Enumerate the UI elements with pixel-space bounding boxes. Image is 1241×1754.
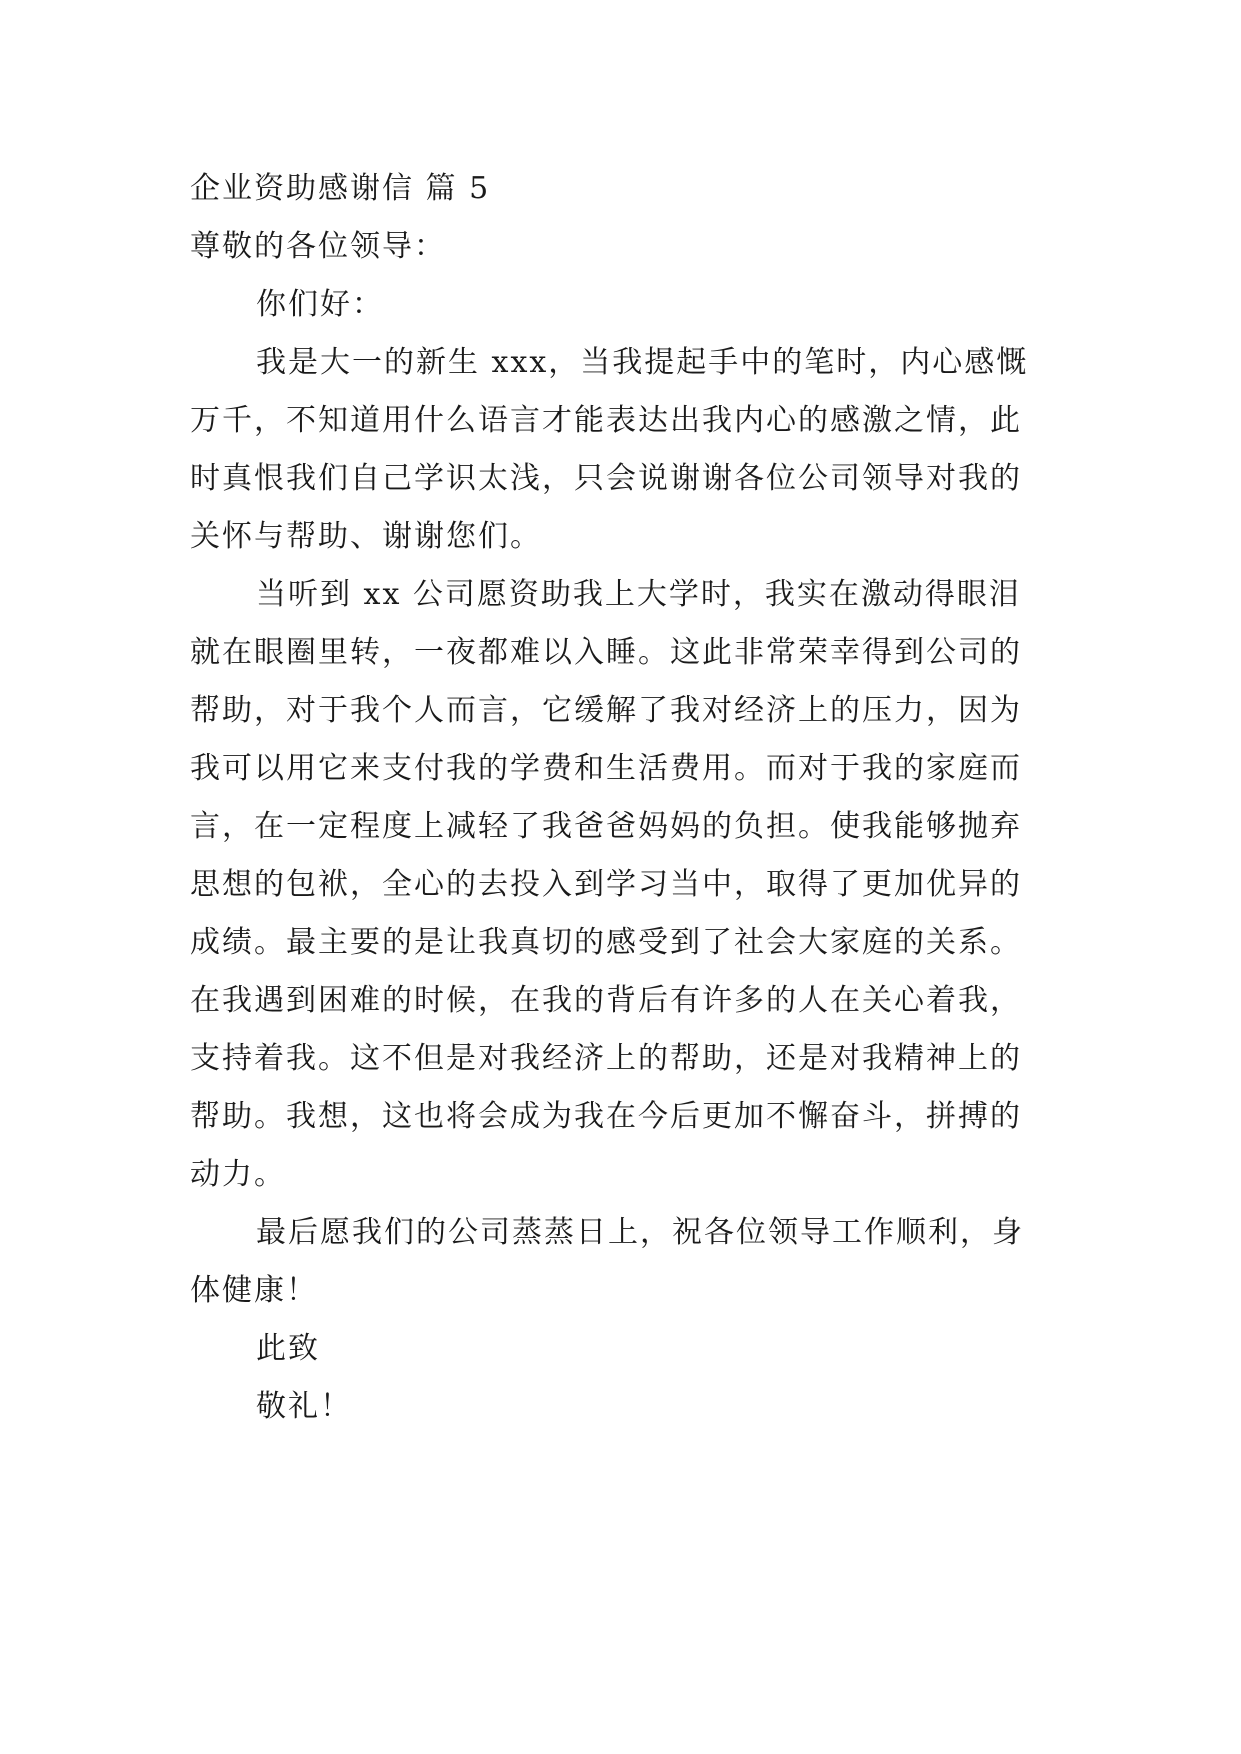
paragraph-2 [190, 566, 1060, 1204]
paragraph-line: 帮助，对于我个人而言，它缓解了我对经济上的压力，因为 [190, 693, 1022, 728]
paragraph-line: 当听到 xx 公司愿资助我上大学时，我实在激动得眼泪 [256, 577, 1021, 612]
paragraph-line: 最后愿我们的公司蒸蒸日上，祝各位领导工作顺利，身 [256, 1215, 1024, 1250]
paragraph-line: 就在眼圈里转，一夜都难以入睡。这此非常荣幸得到公司的 [190, 635, 1022, 670]
paragraph-line: 时真恨我们自己学识太浅，只会说谢谢各位公司领导对我的 [190, 461, 1022, 496]
paragraph-line: 关怀与帮助、谢谢您们。 [190, 519, 542, 554]
closing-ci-zhi: 此致 [256, 1331, 320, 1366]
paragraph-line: 言，在一定程度上减轻了我爸爸妈妈的负担。使我能够抛弃 [190, 809, 1022, 844]
paragraph-line: 思想的包袱，全心的去投入到学习当中，取得了更加优异的 [190, 867, 1022, 902]
document-title: 企业资助感谢信 篇 5 [190, 171, 491, 206]
closing-jing-li: 敬礼！ [256, 1389, 352, 1424]
paragraph-line: 成绩。最主要的是让我真切的感受到了社会大家庭的关系。 [190, 925, 1022, 960]
paragraph-line: 万千，不知道用什么语言才能表达出我内心的感激之情，此 [190, 403, 1022, 438]
paragraph-1 [190, 334, 1060, 566]
letter-body [190, 160, 1060, 1436]
paragraph-line: 我是大一的新生 xxx，当我提起手中的笔时，内心感慨 [256, 345, 1029, 380]
paragraph-line: 体健康！ [190, 1273, 318, 1308]
salutation: 尊敬的各位领导： [190, 229, 446, 264]
paragraph-line: 我可以用它来支付我的学费和生活费用。而对于我的家庭而 [190, 751, 1022, 786]
paragraph-line: 支持着我。这不但是对我经济上的帮助，还是对我精神上的 [190, 1041, 1022, 1076]
paragraph-line: 帮助。我想，这也将会成为我在今后更加不懈奋斗，拼搏的 [190, 1099, 1022, 1134]
paragraph-3 [190, 1204, 1060, 1320]
greeting: 你们好： [256, 287, 384, 322]
paragraph-line: 动力。 [190, 1157, 286, 1192]
paragraph-line: 在我遇到困难的时候，在我的背后有许多的人在关心着我， [190, 983, 1022, 1018]
